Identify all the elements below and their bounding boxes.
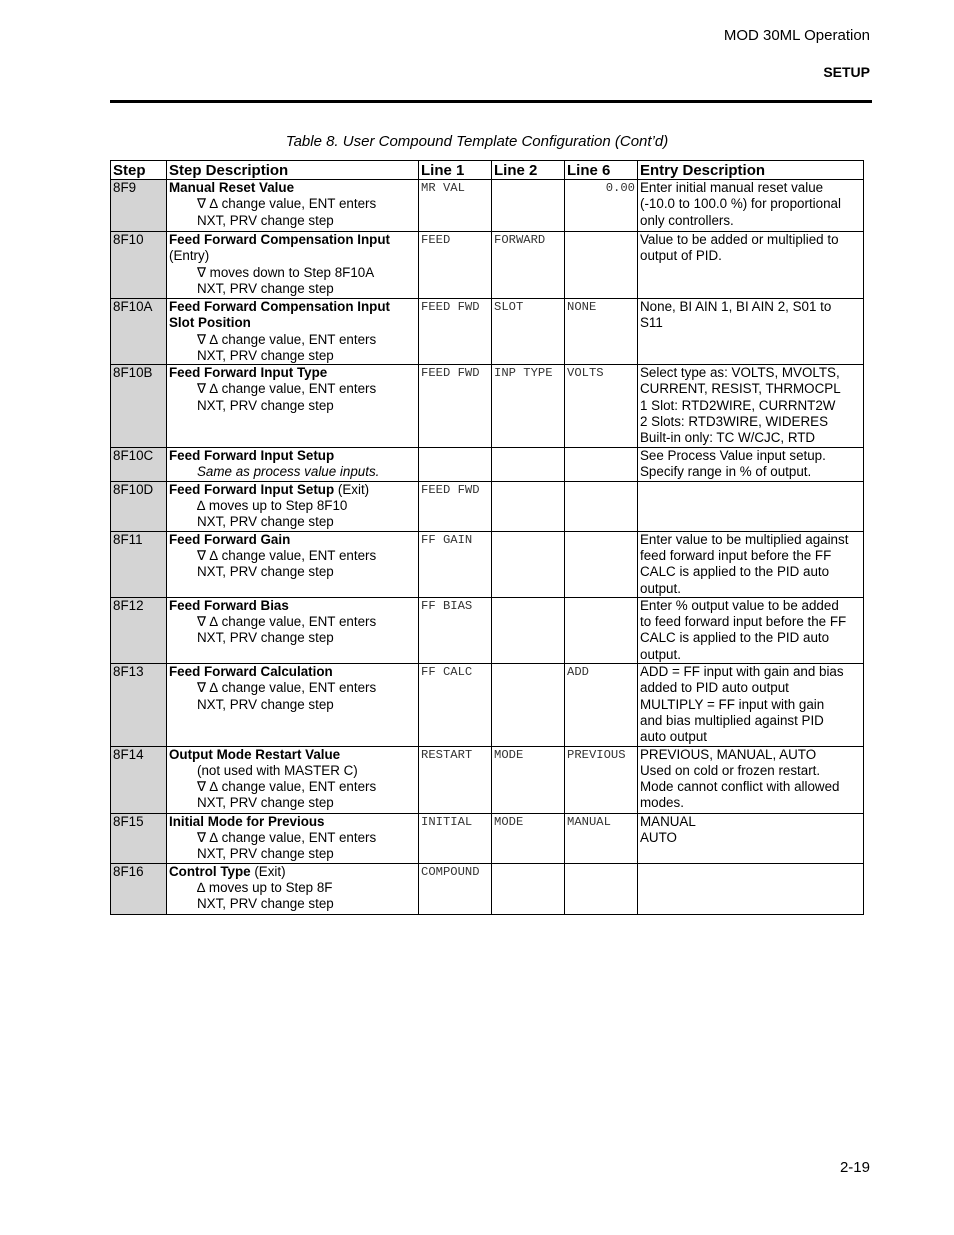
step-title: Control Type bbox=[169, 863, 251, 879]
step-cell: 8F14 bbox=[111, 746, 167, 813]
line-1-cell: COMPOUND bbox=[419, 863, 492, 914]
step-note: NXT, PRV change step bbox=[197, 795, 334, 811]
running-header-section: SETUP bbox=[823, 64, 870, 80]
line-6-cell: VOLTS bbox=[565, 365, 638, 447]
line-6-cell: ADD bbox=[565, 664, 638, 746]
entry-description-line: Value to be added or multiplied to bbox=[640, 232, 839, 247]
step-description-cell bbox=[167, 299, 419, 365]
entry-description-line: Enter initial manual reset value bbox=[640, 180, 824, 195]
column-header-entry-description: Entry Description bbox=[638, 161, 864, 180]
step-cell: 8F15 bbox=[111, 813, 167, 863]
line-1-cell: MR VAL bbox=[419, 180, 492, 232]
line-2-cell bbox=[492, 664, 565, 746]
step-description-cell bbox=[167, 365, 419, 447]
step-title-line bbox=[169, 814, 416, 830]
entry-description-line: output. bbox=[640, 646, 681, 662]
step-note: ∇ moves down to Step 8F10A bbox=[197, 264, 375, 280]
step-title-continued-text: Slot Position bbox=[169, 315, 251, 331]
line-2-cell bbox=[492, 447, 565, 481]
entry-description-cell bbox=[638, 365, 864, 447]
table-row bbox=[111, 597, 864, 663]
entry-description-line: Specify range in % of output. bbox=[640, 463, 812, 479]
header-rule bbox=[110, 100, 872, 103]
step-note: ∆ moves up to Step 8F10 bbox=[197, 497, 348, 513]
entry-description-line: Used on cold or frozen restart. bbox=[640, 762, 821, 778]
step-cell: 8F11 bbox=[111, 531, 167, 597]
entry-description-line: output. bbox=[640, 580, 681, 596]
table-row bbox=[111, 365, 864, 447]
line-2-cell: FORWARD bbox=[492, 232, 565, 299]
line-1-cell bbox=[419, 447, 492, 481]
entry-description-line: only controllers. bbox=[640, 212, 734, 228]
entry-description-line: output of PID. bbox=[640, 248, 722, 264]
entry-description-line: (-10.0 to 100.0 %) for proportional bbox=[640, 196, 841, 212]
entry-description-cell bbox=[638, 299, 864, 365]
entry-description-cell bbox=[638, 664, 864, 746]
step-note: ∇ ∆ change value, ENT enters bbox=[197, 829, 377, 845]
step-description-cell bbox=[167, 447, 419, 481]
entry-description-line: CALC is applied to the PID auto bbox=[640, 564, 830, 580]
line-6-cell bbox=[565, 481, 638, 531]
step-note: ∇ ∆ change value, ENT enters bbox=[197, 381, 377, 397]
entry-description-line: MULTIPLY = FF input with gain bbox=[640, 696, 825, 712]
column-header-line-1: Line 1 bbox=[419, 161, 492, 180]
step-note: NXT, PRV change step bbox=[197, 347, 334, 363]
step-title: Feed Forward Input Setup bbox=[169, 481, 335, 497]
step-title: Feed Forward Calculation bbox=[169, 664, 333, 680]
step-title: Feed Forward Input Setup bbox=[169, 447, 335, 463]
step-title: Feed Forward Bias bbox=[169, 597, 289, 613]
line-6-cell: NONE bbox=[565, 299, 638, 365]
entry-description-cell bbox=[638, 180, 864, 232]
step-title-line bbox=[169, 864, 416, 880]
step-note: ∆ moves up to Step 8F bbox=[197, 879, 333, 895]
line-2-cell bbox=[492, 531, 565, 597]
step-note: ∇ ∆ change value, ENT enters bbox=[197, 614, 377, 630]
step-note: NXT, PRV change step bbox=[197, 212, 334, 228]
step-title: Output Mode Restart Value bbox=[169, 746, 341, 762]
line-2-cell bbox=[492, 180, 565, 232]
entry-description-line: Mode cannot conflict with allowed bbox=[640, 779, 840, 795]
column-header-step-description: Step Description bbox=[167, 161, 419, 180]
line-1-cell: FEED bbox=[419, 232, 492, 299]
line-1-cell: INITIAL bbox=[419, 813, 492, 863]
step-title-line bbox=[169, 598, 416, 614]
step-title-suffix: (Exit) bbox=[334, 481, 370, 497]
step-description-cell bbox=[167, 813, 419, 863]
step-note: ∇ ∆ change value, ENT enters bbox=[197, 779, 377, 795]
table-row bbox=[111, 531, 864, 597]
table-body bbox=[111, 180, 864, 915]
column-header-line-6: Line 6 bbox=[565, 161, 638, 180]
step-note: NXT, PRV change step bbox=[197, 896, 334, 912]
step-title-line bbox=[169, 532, 416, 548]
step-description-cell bbox=[167, 664, 419, 746]
configuration-table bbox=[110, 160, 864, 915]
step-cell: 8F16 bbox=[111, 863, 167, 914]
step-title: Feed Forward Gain bbox=[169, 531, 291, 547]
table-row bbox=[111, 299, 864, 365]
step-note: NXT, PRV change step bbox=[197, 564, 334, 580]
entry-description-line: to feed forward input before the FF bbox=[640, 614, 847, 630]
step-title-line bbox=[169, 482, 416, 498]
step-note: NXT, PRV change step bbox=[197, 397, 334, 413]
line-6-cell bbox=[565, 597, 638, 663]
step-note: NXT, PRV change step bbox=[197, 696, 334, 712]
entry-description-line: feed forward input before the FF bbox=[640, 547, 832, 563]
entry-description-cell bbox=[638, 746, 864, 813]
entry-description-line: PREVIOUS, MANUAL, AUTO bbox=[640, 746, 817, 762]
step-description-cell bbox=[167, 180, 419, 232]
step-title: Feed Forward Compensation Input bbox=[169, 232, 390, 247]
step-title: Initial Mode for Previous bbox=[169, 813, 325, 829]
entry-description-line: added to PID auto output bbox=[640, 680, 789, 696]
entry-description-line: 1 Slot: RTD2WIRE, CURRNT2W bbox=[640, 397, 836, 413]
step-cell: 8F10B bbox=[111, 365, 167, 447]
step-cell: 8F13 bbox=[111, 664, 167, 746]
line-6-cell: PREVIOUS bbox=[565, 746, 638, 813]
line-2-cell bbox=[492, 481, 565, 531]
line-6-cell bbox=[565, 447, 638, 481]
line-1-cell: FF BIAS bbox=[419, 597, 492, 663]
table-row bbox=[111, 232, 864, 299]
entry-description-line: See Process Value input setup. bbox=[640, 447, 826, 463]
step-cell: 8F10 bbox=[111, 232, 167, 299]
entry-description-line: CURRENT, RESIST, THRMOCPL bbox=[640, 381, 841, 397]
step-cell: 8F10C bbox=[111, 447, 167, 481]
step-note: ∇ ∆ change value, ENT enters bbox=[197, 547, 377, 563]
step-note: (not used with MASTER C) bbox=[197, 762, 358, 778]
step-title-line bbox=[169, 747, 416, 763]
table-row bbox=[111, 813, 864, 863]
entry-description-line: MANUAL bbox=[640, 813, 696, 829]
step-title-line bbox=[169, 448, 416, 464]
step-description-cell bbox=[167, 232, 419, 299]
step-title-suffix: (Exit) bbox=[250, 863, 286, 879]
line-6-cell: 0.00 bbox=[565, 180, 638, 232]
step-note: NXT, PRV change step bbox=[197, 846, 334, 862]
entry-description-line: Select type as: VOLTS, MVOLTS, bbox=[640, 365, 840, 381]
entry-description-line: ADD = FF input with gain and bias bbox=[640, 664, 844, 680]
step-description-cell bbox=[167, 746, 419, 813]
entry-description-line: None, BI AIN 1, BI AIN 2, S01 to bbox=[640, 299, 832, 314]
line-1-cell: RESTART bbox=[419, 746, 492, 813]
entry-description-cell bbox=[638, 447, 864, 481]
line-2-cell: SLOT bbox=[492, 299, 565, 365]
entry-description-cell bbox=[638, 813, 864, 863]
step-description-cell bbox=[167, 481, 419, 531]
step-title-line bbox=[169, 232, 416, 248]
step-title: Feed Forward Compensation Input bbox=[169, 299, 390, 314]
step-cell: 8F9 bbox=[111, 180, 167, 232]
line-6-cell: MANUAL bbox=[565, 813, 638, 863]
entry-description-line: Built-in only: TC W/CJC, RTD bbox=[640, 430, 816, 446]
line-1-cell: FEED FWD bbox=[419, 299, 492, 365]
step-cell: 8F10D bbox=[111, 481, 167, 531]
step-title: Manual Reset Value bbox=[169, 180, 295, 195]
step-cell: 8F10A bbox=[111, 299, 167, 365]
line-6-cell bbox=[565, 232, 638, 299]
page-number: 2-19 bbox=[839, 1159, 870, 1176]
entry-description-line: Enter % output value to be added bbox=[640, 597, 839, 613]
entry-description-cell bbox=[638, 863, 864, 914]
step-note: NXT, PRV change step bbox=[197, 630, 334, 646]
step-note: ∇ ∆ change value, ENT enters bbox=[197, 680, 377, 696]
step-title-line bbox=[169, 299, 416, 315]
table-row bbox=[111, 863, 864, 914]
entry-description-cell bbox=[638, 531, 864, 597]
line-6-cell bbox=[565, 863, 638, 914]
line-1-cell: FF GAIN bbox=[419, 531, 492, 597]
table-row bbox=[111, 180, 864, 232]
step-note: NXT, PRV change step bbox=[197, 514, 334, 530]
entry-description-line: S11 bbox=[640, 315, 663, 331]
line-1-cell: FEED FWD bbox=[419, 365, 492, 447]
step-cell: 8F12 bbox=[111, 597, 167, 663]
entry-description-cell bbox=[638, 481, 864, 531]
entry-description-line: Enter value to be multiplied against bbox=[640, 531, 849, 547]
line-6-cell bbox=[565, 531, 638, 597]
step-description-cell bbox=[167, 597, 419, 663]
step-description-cell bbox=[167, 863, 419, 914]
line-2-cell bbox=[492, 597, 565, 663]
step-note: ∇ ∆ change value, ENT enters bbox=[197, 196, 377, 212]
line-1-cell: FEED FWD bbox=[419, 481, 492, 531]
column-header-step: Step bbox=[111, 161, 167, 180]
step-title-line bbox=[169, 365, 416, 381]
step-note: ∇ ∆ change value, ENT enters bbox=[197, 331, 377, 347]
line-2-cell: MODE bbox=[492, 746, 565, 813]
step-subtitle: (Entry) bbox=[169, 248, 210, 264]
step-title-continued bbox=[169, 315, 416, 331]
entry-description-line: auto output bbox=[640, 729, 708, 745]
entry-description-cell bbox=[638, 232, 864, 299]
table-row bbox=[111, 746, 864, 813]
table-row bbox=[111, 447, 864, 481]
step-note: Same as process value inputs. bbox=[197, 463, 380, 479]
running-header-title: MOD 30ML Operation bbox=[723, 27, 870, 44]
line-2-cell: INP TYPE bbox=[492, 365, 565, 447]
line-2-cell: MODE bbox=[492, 813, 565, 863]
table-header-row bbox=[111, 161, 864, 180]
step-title: Feed Forward Input Type bbox=[169, 365, 328, 381]
entry-description-line: AUTO bbox=[640, 829, 677, 845]
step-note: NXT, PRV change step bbox=[197, 280, 334, 296]
step-title-line bbox=[169, 664, 416, 680]
table-caption: Table 8. User Compound Template Configuration (Cont’d) bbox=[285, 133, 669, 150]
step-title-line bbox=[169, 180, 416, 196]
step-description-cell bbox=[167, 531, 419, 597]
entry-description-cell bbox=[638, 597, 864, 663]
line-1-cell: FF CALC bbox=[419, 664, 492, 746]
entry-description-line: CALC is applied to the PID auto bbox=[640, 630, 830, 646]
table-row bbox=[111, 664, 864, 746]
entry-description-line: modes. bbox=[640, 795, 684, 811]
column-header-line-2: Line 2 bbox=[492, 161, 565, 180]
table-row bbox=[111, 481, 864, 531]
entry-description-line: and bias multiplied against PID bbox=[640, 712, 824, 728]
entry-description-line: 2 Slots: RTD3WIRE, WIDERES bbox=[640, 414, 828, 430]
line-2-cell bbox=[492, 863, 565, 914]
